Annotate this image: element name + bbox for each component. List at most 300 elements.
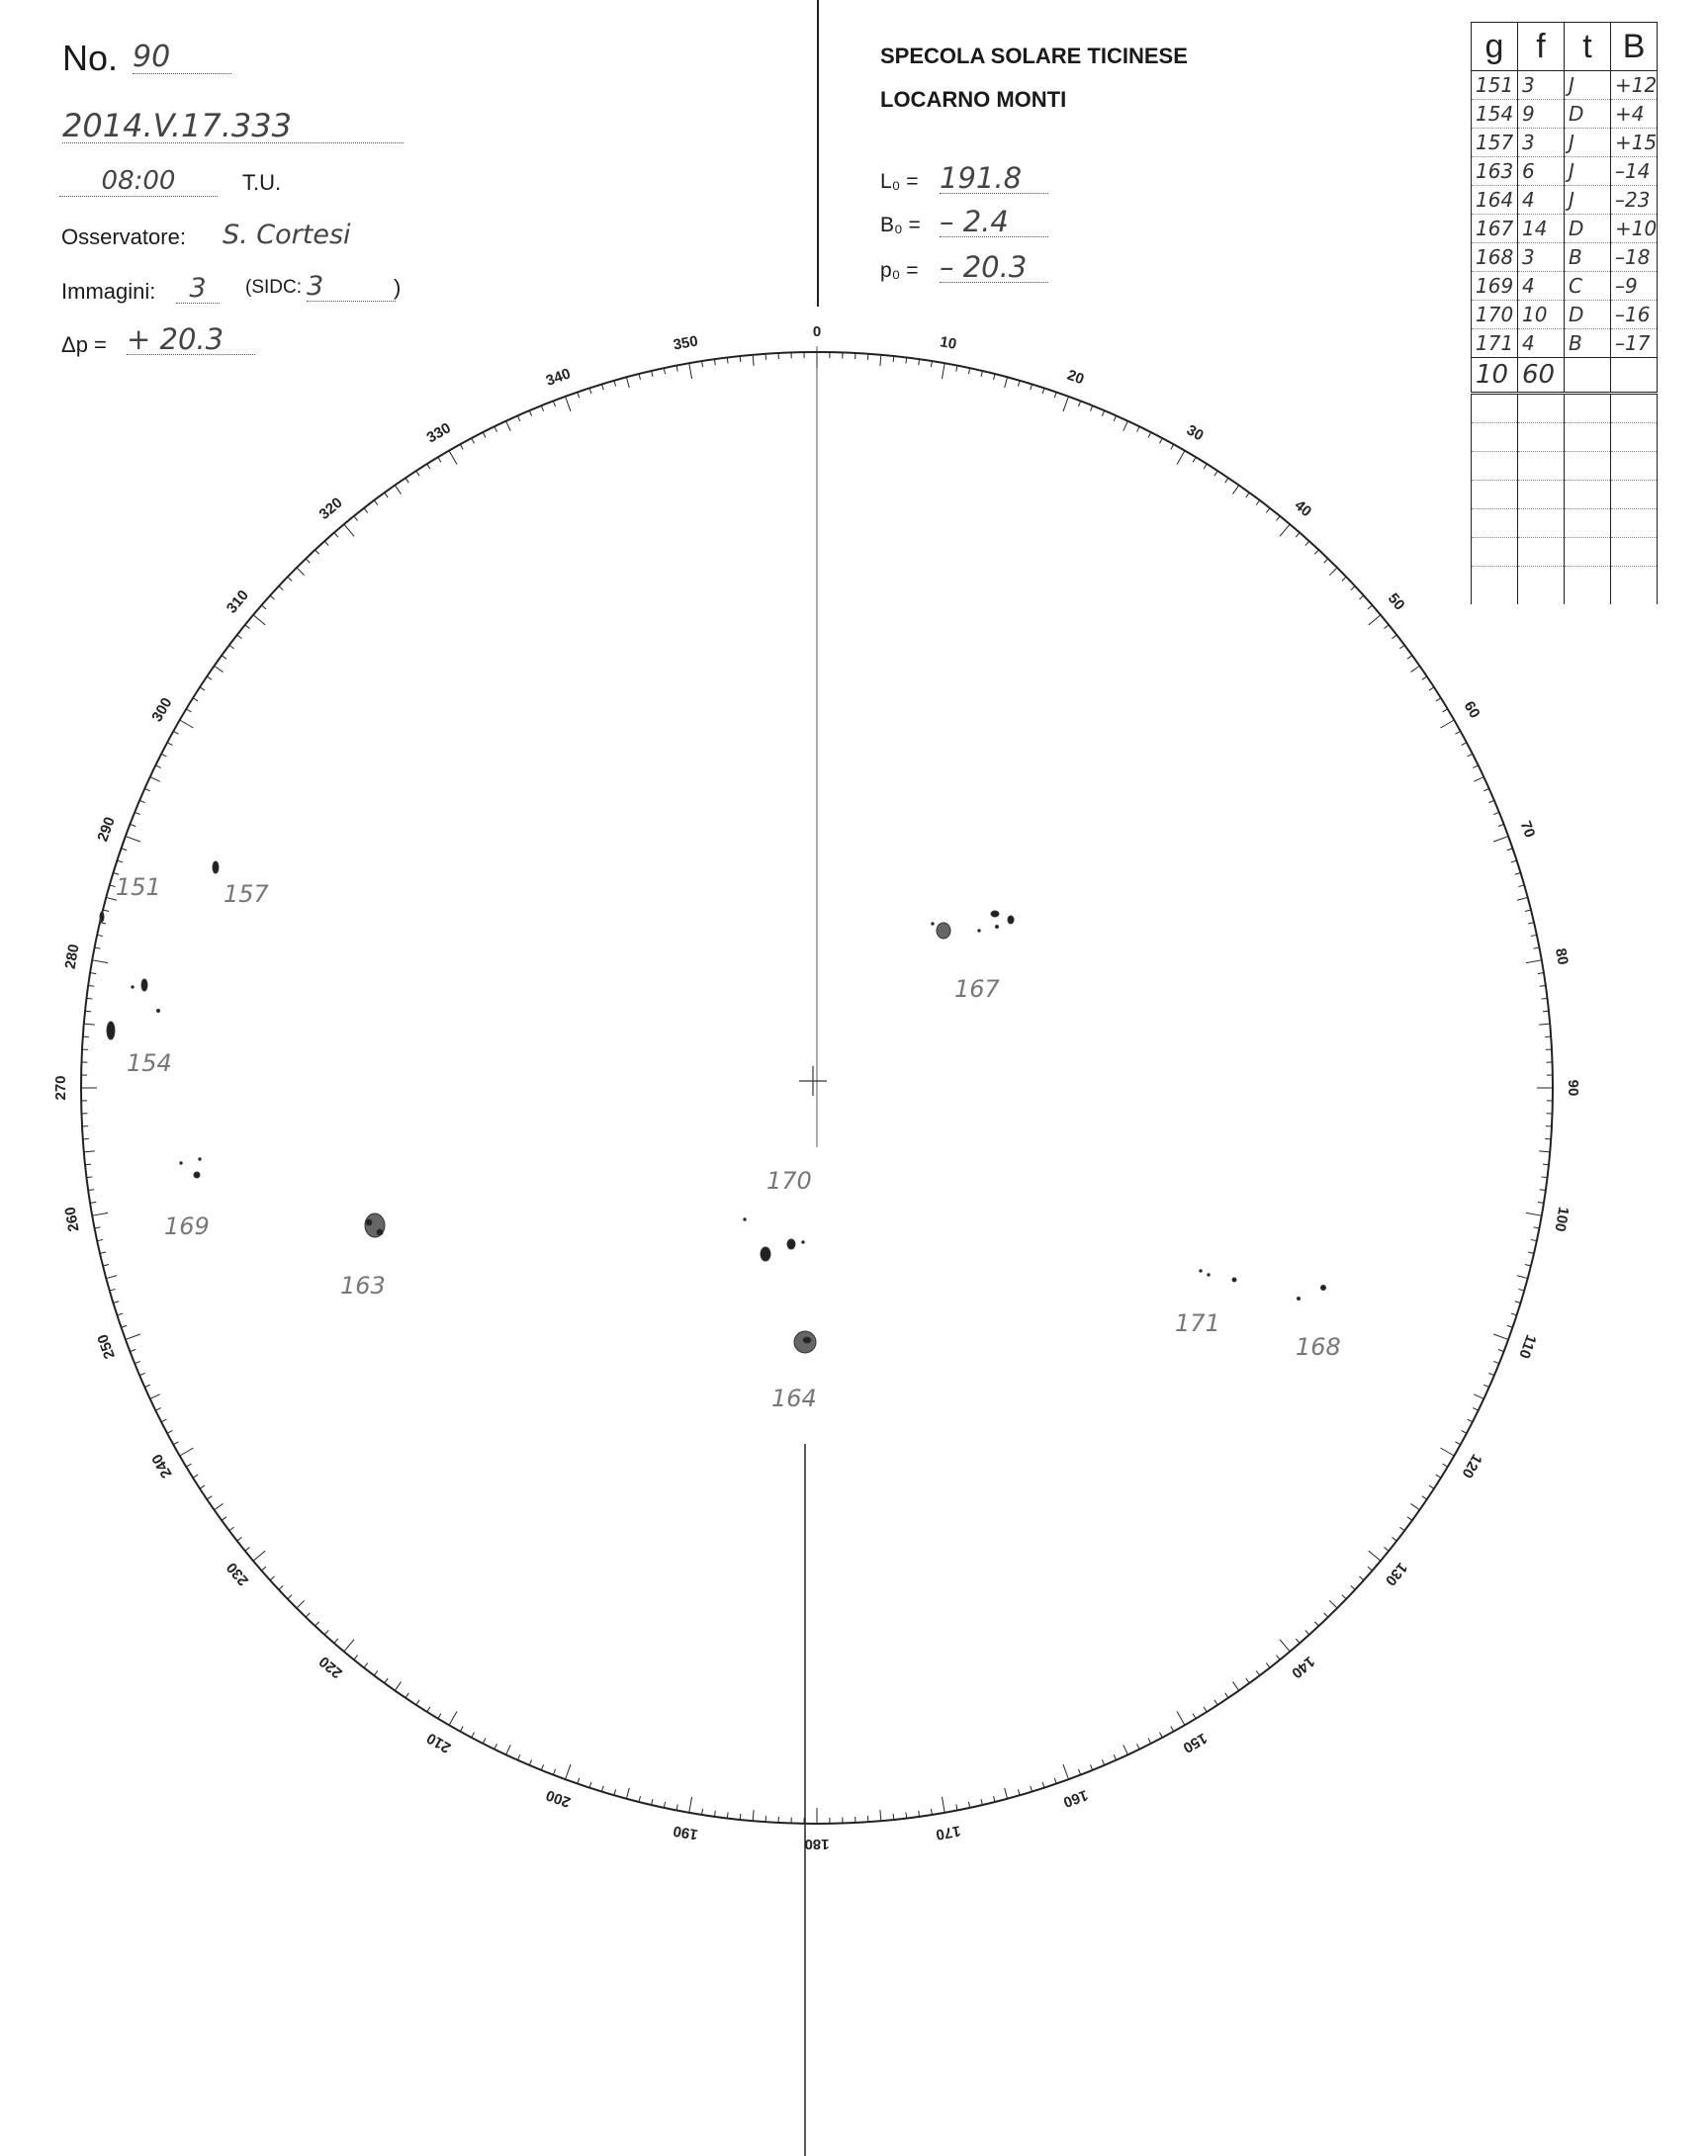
scale-tick [215, 1503, 224, 1509]
table-cell: –16 [1611, 301, 1658, 329]
sidc-close-paren: ) [394, 275, 402, 300]
scale-tick [753, 355, 754, 366]
scale-tick [1483, 1385, 1488, 1387]
scale-tick [1256, 500, 1260, 505]
table-cell: B [1565, 329, 1611, 358]
scale-tick [652, 371, 653, 377]
scale-label: 250 [94, 1331, 119, 1362]
scale-tick [472, 438, 475, 443]
scale-tick [1342, 577, 1346, 581]
scale-tick [1531, 935, 1537, 936]
scale-tick [1440, 1448, 1454, 1456]
scale-tick [1436, 1475, 1441, 1478]
sunspot-168 [1298, 1298, 1301, 1301]
scale-tick [90, 1202, 96, 1203]
scale-tick [578, 393, 580, 399]
scale-tick [207, 676, 212, 679]
scale-tick [354, 516, 358, 521]
totals-cell: 10 [1472, 358, 1518, 394]
scale-tick [85, 1011, 91, 1012]
scale-tick [1528, 1252, 1534, 1253]
sunspot-163 [377, 1229, 383, 1235]
scale-tick [385, 493, 389, 497]
scale-tick [100, 923, 106, 924]
scale-tick [186, 1464, 191, 1467]
scale-tick [279, 1585, 283, 1589]
scale-tick [626, 1788, 629, 1799]
scale-tick [1493, 1361, 1499, 1363]
scale-tick [334, 1639, 338, 1644]
table-cell: 3 [1518, 129, 1565, 157]
scale-tick [1385, 1547, 1390, 1551]
scale-tick [1031, 1786, 1033, 1792]
scale-tick [167, 743, 172, 746]
scale-tick [1296, 532, 1300, 537]
scale-tick [702, 361, 703, 367]
sidc-label: (SIDC: [245, 277, 302, 298]
scale-tick [449, 1711, 457, 1725]
scale-tick [676, 366, 677, 372]
scale-tick [1246, 1678, 1250, 1683]
scale-tick [1455, 731, 1460, 734]
sunspot-154 [157, 1010, 160, 1013]
param-value-l0: 191.8 [940, 161, 1048, 194]
scale-tick [207, 1496, 212, 1499]
scale-tick [416, 471, 419, 476]
scale-tick [1443, 1464, 1448, 1467]
scale-tick [1538, 1202, 1544, 1203]
scale-tick [97, 1239, 103, 1240]
scale-tick [229, 1527, 234, 1531]
scale-tick [664, 1802, 665, 1808]
scale-tick [1468, 754, 1473, 757]
scale-tick [1517, 897, 1528, 900]
scale-label: 330 [423, 419, 454, 447]
scale-tick [601, 385, 603, 391]
scale-tick [1276, 1656, 1280, 1661]
table-cell: 4 [1518, 272, 1565, 301]
scale-tick [942, 1797, 944, 1813]
scale-tick [541, 1764, 543, 1770]
column-header-t: t [1565, 23, 1611, 71]
scale-label: 180 [804, 1836, 830, 1853]
scale-tick [1054, 393, 1056, 399]
param-value-p0: – 20.3 [940, 250, 1048, 283]
param-label-p0: p₀ = [880, 259, 919, 282]
scale-tick [1256, 1670, 1260, 1675]
scale-tick [1511, 1313, 1517, 1315]
sunspot-157 [213, 861, 219, 873]
scale-tick [270, 1576, 274, 1580]
scale-tick [1102, 410, 1104, 416]
scale-tick [1305, 1630, 1309, 1634]
scale-tick [740, 356, 741, 362]
scale-tick [1443, 709, 1448, 712]
scale-tick [193, 1475, 198, 1478]
scale-label: 260 [61, 1205, 83, 1233]
scale-tick [215, 666, 224, 672]
scale-tick [968, 368, 969, 374]
scale-label: 200 [543, 1786, 574, 1811]
scale-label: 0 [812, 322, 822, 340]
group-label-151: 151 [116, 873, 161, 901]
scale-tick [1525, 910, 1531, 911]
scale-tick [483, 1739, 486, 1744]
sunspot-154 [141, 979, 147, 991]
scale-tick [614, 381, 616, 387]
table-cell: 164 [1472, 186, 1518, 215]
scale-tick [261, 1567, 266, 1571]
scale-tick [1410, 666, 1419, 672]
scale-tick [92, 960, 108, 963]
table-cell: D [1565, 301, 1611, 329]
scale-tick [589, 1782, 591, 1788]
scale-label: 40 [1291, 496, 1315, 521]
scale-tick [438, 457, 441, 462]
sunspot-171 [1208, 1274, 1210, 1276]
scale-tick [578, 1778, 580, 1784]
scale-label: 60 [1460, 698, 1483, 722]
scale-tick [1225, 478, 1228, 483]
scale-label: 170 [934, 1822, 962, 1843]
scale-tick [144, 1385, 149, 1387]
group-label-164: 164 [771, 1385, 817, 1412]
table-cell: 154 [1472, 100, 1518, 129]
scale-tick [1526, 1213, 1542, 1215]
scale-tick [288, 1595, 292, 1599]
group-label-171: 171 [1175, 1309, 1220, 1337]
scale-tick [1359, 595, 1363, 599]
scale-tick [84, 1024, 95, 1025]
scale-tick [1474, 1394, 1483, 1399]
scale-tick [395, 1681, 401, 1690]
scale-tick [1266, 1663, 1270, 1668]
scale-tick [180, 720, 194, 728]
scale-tick [1078, 1769, 1080, 1775]
scale-tick [1407, 656, 1412, 660]
scale-tick [1385, 625, 1390, 629]
scale-tick [689, 363, 692, 379]
scale-tick [1159, 1733, 1162, 1738]
group-label-163: 163 [340, 1272, 386, 1300]
scale-tick [1429, 1485, 1434, 1488]
scale-tick [1204, 464, 1207, 469]
scale-tick [117, 1313, 123, 1315]
scale-tick [139, 1373, 145, 1375]
scale-tick [529, 410, 531, 416]
totals-cell: 60 [1518, 358, 1565, 394]
scale-tick [1232, 1681, 1238, 1690]
scale-tick [344, 1640, 354, 1652]
scale-tick [968, 1802, 969, 1808]
scale-tick [880, 1810, 881, 1821]
scale-tick [1246, 493, 1250, 497]
scale-tick [92, 1213, 108, 1215]
scale-label: 280 [61, 943, 83, 971]
scale-tick [1393, 635, 1397, 639]
scale-tick [1214, 471, 1217, 476]
scale-tick [1177, 1711, 1185, 1725]
scale-tick [364, 508, 368, 513]
scale-tick [229, 645, 234, 649]
scale-tick [1005, 1788, 1008, 1799]
scale-tick [1329, 568, 1337, 576]
sunspot-170 [787, 1239, 795, 1249]
sunspot-169 [194, 1172, 200, 1178]
scale-tick [1193, 1714, 1196, 1719]
scale-tick [344, 524, 354, 536]
scale-tick [1493, 812, 1499, 814]
sunspot-167 [996, 926, 999, 929]
table-cell: B [1565, 243, 1611, 272]
scale-tick [956, 366, 957, 372]
scale-tick [1018, 1789, 1020, 1795]
scale-label: 80 [1552, 946, 1572, 966]
scale-tick [664, 368, 665, 374]
param-label-b0: B₀ = [880, 214, 921, 236]
scale-label: 320 [315, 494, 346, 523]
scale-tick [144, 788, 149, 790]
scale-label: 30 [1183, 421, 1207, 445]
scale-tick [1171, 444, 1174, 449]
scale-tick [261, 605, 266, 609]
sunspot-170 [744, 1218, 746, 1220]
scale-tick [460, 444, 463, 449]
scale-tick [200, 687, 205, 690]
scale-tick [517, 415, 519, 420]
scale-tick [1137, 426, 1140, 431]
scale-tick [1148, 432, 1151, 437]
table-cell: 9 [1518, 100, 1565, 129]
table-cell: 157 [1472, 129, 1518, 157]
table-cell: –17 [1611, 329, 1658, 358]
scale-tick [652, 1799, 653, 1805]
param-label-l0: L₀ = [880, 170, 919, 193]
scale-tick [1511, 860, 1517, 862]
scale-tick [1455, 1442, 1460, 1445]
scale-tick [1498, 824, 1504, 826]
scale-tick [1517, 1276, 1528, 1279]
sunspot-151 [100, 912, 104, 922]
scale-tick [956, 1804, 957, 1810]
scale-tick [1539, 1024, 1550, 1025]
drawing-number: 90 [133, 40, 231, 74]
scale-tick [1280, 1640, 1290, 1652]
scale-tick [222, 656, 226, 660]
scale-tick [315, 550, 319, 554]
scale-tick [1538, 973, 1544, 974]
scale-tick [1436, 698, 1441, 701]
table-cell: +12 [1611, 71, 1658, 100]
scale-tick [1214, 1700, 1217, 1705]
sunspot-168 [1321, 1286, 1326, 1291]
group-label-167: 167 [954, 975, 1000, 1003]
scale-tick [1137, 1744, 1140, 1749]
scale-tick [1407, 1517, 1412, 1521]
scale-tick [139, 800, 145, 802]
number-label: No. [62, 38, 119, 78]
scale-tick [245, 1547, 250, 1551]
scale-tick [1018, 381, 1020, 387]
scale-tick [324, 1630, 328, 1634]
scale-tick [1266, 508, 1270, 513]
group-label-154: 154 [127, 1049, 172, 1077]
scale-tick [689, 1797, 692, 1813]
scale-tick [1393, 1537, 1397, 1541]
scale-label: 110 [1515, 1332, 1540, 1361]
scale-tick [1296, 1639, 1300, 1644]
scale-tick [193, 698, 198, 701]
observatory-location: LOCARNO MONTI [880, 87, 1067, 112]
scale-tick [1525, 1265, 1531, 1266]
scale-tick [1429, 687, 1434, 690]
table-cell: 6 [1518, 157, 1565, 186]
scale-tick [334, 532, 338, 537]
scale-tick [1314, 1622, 1318, 1626]
scale-tick [494, 1744, 497, 1749]
table-cell: 168 [1472, 243, 1518, 272]
delta-p-label: Δp = [61, 332, 107, 357]
scale-tick [626, 377, 629, 388]
scale-tick [1232, 486, 1238, 494]
scale-tick [106, 1276, 117, 1279]
scale-tick [541, 405, 543, 411]
scale-tick [893, 1814, 894, 1820]
observer-label: Osservatore: [61, 225, 186, 249]
scale-tick [126, 837, 140, 842]
scale-tick [1399, 645, 1404, 649]
table-cell: 3 [1518, 71, 1565, 100]
scale-tick [130, 824, 135, 826]
table-cell: J [1565, 71, 1611, 100]
scale-label: 120 [1458, 1451, 1485, 1482]
scale-tick [150, 777, 160, 782]
scale-tick [155, 765, 160, 768]
sunspot-167 [978, 930, 980, 932]
table-cell: –9 [1611, 272, 1658, 301]
scale-label: 300 [148, 694, 176, 725]
scale-tick [374, 500, 378, 505]
scale-label: 240 [148, 1451, 176, 1482]
scale-tick [1410, 1503, 1419, 1509]
scale-tick [506, 1745, 511, 1754]
scale-tick [1368, 1567, 1373, 1571]
scale-tick [1359, 1576, 1363, 1580]
scale-label: 50 [1384, 589, 1408, 614]
table-cell: 170 [1472, 301, 1518, 329]
scale-label: 160 [1060, 1786, 1091, 1811]
table-cell: –14 [1611, 157, 1658, 186]
scale-tick [1324, 559, 1328, 563]
scale-tick [253, 1551, 265, 1561]
scale-tick [1177, 451, 1185, 465]
scale-tick [1276, 516, 1280, 521]
scale-tick [1124, 1745, 1128, 1754]
sunspot-164 [803, 1337, 811, 1343]
scale-tick [395, 486, 401, 494]
scale-tick [438, 1714, 441, 1719]
sunspot-167 [937, 923, 950, 939]
scale-tick [84, 1151, 95, 1152]
table-cell: 151 [1472, 71, 1518, 100]
sunspot-163 [366, 1219, 372, 1225]
scale-tick [1171, 1726, 1174, 1731]
column-header-b: B [1611, 23, 1658, 71]
table-cell: +4 [1611, 100, 1658, 129]
scale-tick [449, 451, 457, 465]
table-cell: –23 [1611, 186, 1658, 215]
scale-tick [1468, 1419, 1473, 1422]
scale-tick [95, 947, 101, 948]
sunspot-154 [107, 1022, 115, 1039]
scale-tick [1531, 1239, 1537, 1240]
scale-tick [614, 1789, 616, 1795]
scale-tick [1473, 1408, 1478, 1411]
group-label-169: 169 [164, 1213, 210, 1240]
images-label: Immagini: [61, 279, 156, 304]
scale-tick [1090, 1764, 1092, 1770]
sidc-count: 3 [307, 271, 396, 302]
table-cell: 169 [1472, 272, 1518, 301]
table-cell: 10 [1518, 301, 1565, 329]
table-cell: 4 [1518, 329, 1565, 358]
scale-tick [589, 388, 591, 394]
scale-tick [981, 371, 982, 377]
scale-tick [566, 1764, 571, 1779]
scale-tick [1483, 788, 1488, 790]
scale-tick [1042, 1782, 1044, 1788]
scale-tick [472, 1733, 475, 1738]
group-label-157: 157 [224, 880, 269, 908]
group-label-168: 168 [1296, 1333, 1341, 1361]
table-cell: –18 [1611, 243, 1658, 272]
scale-tick [1422, 1496, 1427, 1499]
delta-p-value: + 20.3 [127, 322, 255, 355]
scale-tick [1440, 720, 1454, 728]
scale-tick [306, 1613, 310, 1617]
scale-tick [1305, 541, 1309, 545]
scale-tick [180, 1448, 194, 1456]
scale-tick [103, 910, 109, 911]
scale-tick [1031, 385, 1033, 391]
scale-tick [639, 374, 640, 380]
table-cell: J [1565, 129, 1611, 157]
scale-tick [1280, 524, 1290, 536]
time-unit-label: T.U. [242, 170, 282, 195]
sunspot-167 [1008, 916, 1014, 924]
scale-tick [100, 1252, 106, 1253]
scale-tick [103, 1265, 109, 1266]
scale-tick [1369, 1551, 1381, 1561]
scale-tick [1124, 421, 1128, 431]
scale-tick [1543, 1164, 1549, 1165]
scale-tick [1515, 872, 1521, 874]
scale-tick [1528, 923, 1534, 924]
scale-tick [237, 635, 242, 639]
scale-tick [186, 709, 191, 712]
scale-tick [297, 568, 305, 576]
scale-tick [1526, 960, 1542, 963]
scale-label: 130 [1382, 1559, 1411, 1589]
scale-tick [288, 577, 292, 581]
scale-tick [306, 559, 310, 563]
sunspot-167 [932, 923, 934, 925]
scale-tick [173, 731, 178, 734]
scale-tick [135, 812, 140, 814]
scale-tick [1498, 1349, 1504, 1351]
scale-tick [740, 1814, 741, 1820]
scale-tick [553, 401, 555, 406]
